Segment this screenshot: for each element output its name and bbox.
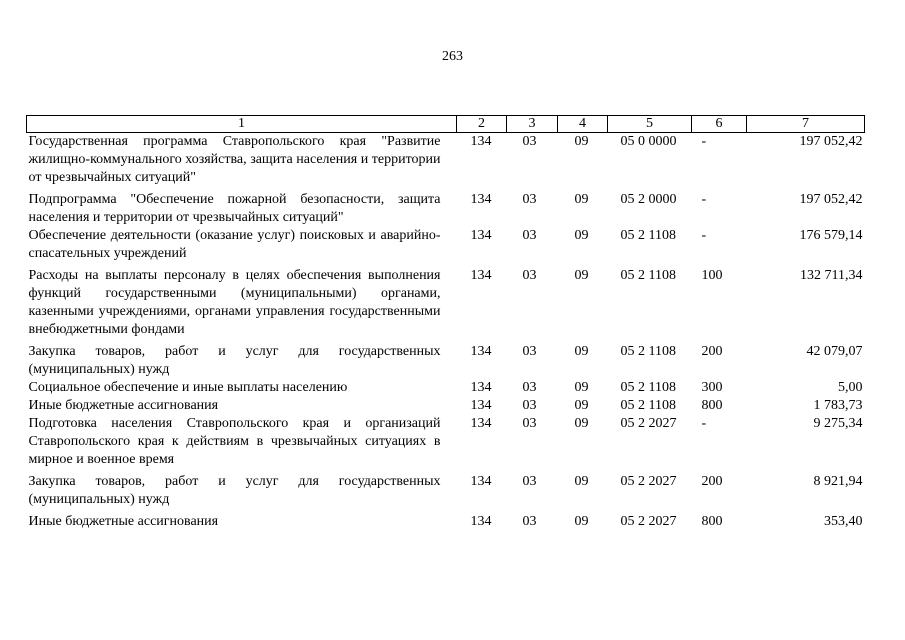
- row-col3: 03: [522, 228, 537, 243]
- row-col4: 09: [574, 398, 589, 413]
- row-col7: 5,00: [838, 380, 863, 395]
- row-name: Иные бюджетные ассигнования: [28, 514, 219, 529]
- table-row: [27, 469, 865, 509]
- row-col6: -: [701, 192, 707, 207]
- column-header-1: 1: [27, 116, 457, 133]
- row-col5: 05 2 1108: [620, 268, 676, 283]
- row-col2: 134: [470, 192, 492, 207]
- row-col6: -: [701, 134, 707, 149]
- row-col6: 800: [701, 398, 723, 413]
- row-col5: 05 2 1108: [620, 344, 676, 359]
- row-col2: 134: [470, 398, 492, 413]
- table-row: [27, 509, 865, 531]
- row-col4: 09: [574, 380, 589, 395]
- row-col7: 132 711,34: [800, 268, 863, 283]
- row-col2: 134: [470, 416, 492, 431]
- row-col2: 134: [470, 134, 492, 149]
- budget-table: [26, 115, 865, 531]
- row-col4: 09: [574, 416, 589, 431]
- row-col5: 05 2 1108: [620, 228, 676, 243]
- column-header-2: 2: [457, 116, 507, 133]
- row-name: Закупка товаров, работ и услуг для государственных (муниципальных) нужд: [28, 474, 441, 507]
- row-name: Обеспечение деятельности (оказание услуг) поисковых и аварийно-спасательных учреждений: [28, 228, 441, 261]
- row-col5: 05 2 2027: [620, 514, 677, 529]
- table-row: [27, 227, 865, 263]
- table-row: [27, 397, 865, 415]
- table-row: [27, 415, 865, 469]
- row-col5: 05 0 0000: [620, 134, 677, 149]
- row-col7: 9 275,34: [813, 416, 863, 431]
- row-col2: 134: [470, 474, 492, 489]
- row-col5: 05 2 1108: [620, 380, 676, 395]
- row-col6: -: [701, 416, 707, 431]
- row-col3: 03: [522, 134, 537, 149]
- column-header-5: 5: [608, 116, 692, 133]
- table-body: [27, 133, 865, 532]
- row-col6: 300: [701, 380, 723, 395]
- row-col7: 197 052,42: [799, 134, 863, 149]
- table-row: [27, 187, 865, 227]
- column-header-6: 6: [692, 116, 747, 133]
- table-row: [27, 133, 865, 188]
- row-col4: 09: [574, 134, 589, 149]
- row-col4: 09: [574, 192, 589, 207]
- row-col5: 05 2 0000: [620, 192, 677, 207]
- row-col7: 1 783,73: [813, 398, 863, 413]
- row-name: Социальное обеспечение и иные выплаты населению: [28, 380, 348, 395]
- row-name: Иные бюджетные ассигнования: [28, 398, 219, 413]
- row-col7: 8 921,94: [813, 474, 863, 489]
- row-col7: 197 052,42: [799, 192, 863, 207]
- table-header: [27, 116, 865, 133]
- row-col6: 100: [701, 268, 723, 283]
- row-col7: 353,40: [824, 514, 863, 529]
- row-col6: -: [701, 228, 707, 243]
- row-col3: 03: [522, 380, 537, 395]
- row-col2: 134: [470, 344, 492, 359]
- row-col2: 134: [470, 514, 492, 529]
- column-header-3: 3: [507, 116, 558, 133]
- row-name: Подпрограмма "Обеспечение пожарной безопасности, защита населения и территории от чрезвычайных ситуаций": [28, 192, 441, 225]
- row-col4: 09: [574, 514, 589, 529]
- row-col2: 134: [470, 268, 492, 283]
- row-col2: 134: [470, 228, 492, 243]
- row-col2: 134: [470, 380, 492, 395]
- row-name: Закупка товаров, работ и услуг для государственных (муниципальных) нужд: [28, 344, 441, 377]
- table-row: [27, 263, 865, 339]
- page-number: 263: [442, 49, 463, 64]
- row-col4: 09: [574, 474, 589, 489]
- row-name: Расходы на выплаты персоналу в целях обеспечения выполнения функций государственными (муниципальными) органами, казенными учреждениями, органами управления государственными внебюджетными фондами: [28, 268, 441, 337]
- row-col5: 05 2 2027: [620, 416, 677, 431]
- row-name: Государственная программа Ставропольского края "Развитие жилищно-коммунального хозяйства, защита населения и территории от чрезвычайных ситуаций": [28, 134, 441, 185]
- row-col7: 176 579,14: [799, 228, 863, 243]
- row-col4: 09: [574, 228, 589, 243]
- row-col3: 03: [522, 474, 537, 489]
- row-col3: 03: [522, 416, 537, 431]
- row-col3: 03: [522, 344, 537, 359]
- row-col5: 05 2 1108: [620, 398, 676, 413]
- row-col3: 03: [522, 192, 537, 207]
- row-col7: 42 079,07: [806, 344, 863, 359]
- row-col4: 09: [574, 344, 589, 359]
- row-col3: 03: [522, 268, 537, 283]
- column-header-4: 4: [558, 116, 608, 133]
- row-col5: 05 2 2027: [620, 474, 677, 489]
- row-name: Подготовка населения Ставропольского края и организаций Ставропольского края к действиям в чрезвычайных ситуациях в мирное и военное время: [28, 416, 441, 467]
- row-col6: 800: [701, 514, 723, 529]
- row-col3: 03: [522, 398, 537, 413]
- row-col4: 09: [574, 268, 589, 283]
- column-header-7: 7: [747, 116, 865, 133]
- table-row: [27, 339, 865, 379]
- row-col3: 03: [522, 514, 537, 529]
- table-row: [27, 379, 865, 397]
- row-col6: 200: [701, 344, 723, 359]
- row-col6: 200: [701, 474, 723, 489]
